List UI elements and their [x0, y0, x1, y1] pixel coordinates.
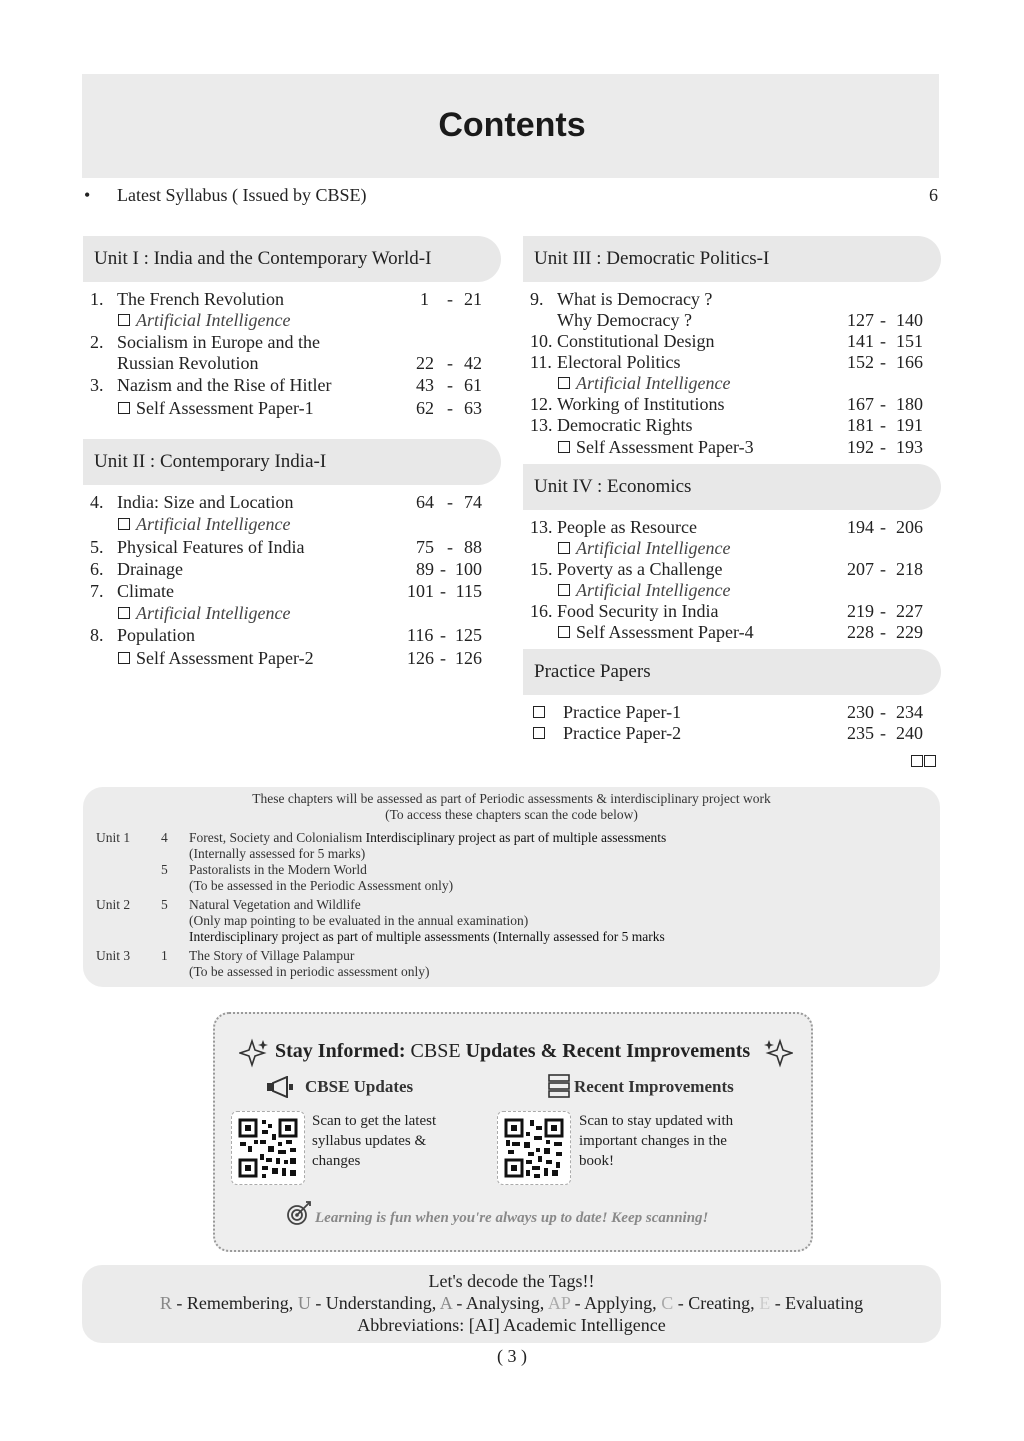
entry-number: 13. — [530, 415, 553, 435]
entry-start: 228 — [847, 622, 874, 642]
entry-title: India: Size and Location — [117, 492, 294, 512]
toc-entry[interactable] — [530, 722, 923, 744]
chapter-title[interactable]: Pastoralists in the Modern World — [189, 862, 367, 877]
entry-start: 207 — [847, 559, 874, 579]
entry-title: The French Revolution — [117, 289, 284, 309]
stay-title-rest: Updates & Recent Improvements — [465, 1040, 751, 1062]
entry-start: 43 — [416, 375, 434, 395]
entry-end: 240 — [896, 723, 923, 743]
dash: - — [880, 415, 886, 435]
entry-end: 126 — [455, 648, 482, 668]
entry-end: 218 — [896, 559, 923, 579]
checkbox-icon — [558, 542, 570, 554]
entry-title: Self Assessment Paper-2 — [136, 648, 314, 668]
checkbox-icon — [118, 607, 130, 619]
cbse-updates-text — [312, 1111, 436, 1171]
tag-text: - Understanding, — [310, 1293, 440, 1313]
ai-label: Artificial Intelligence — [136, 310, 291, 330]
checkbox-icon — [558, 377, 570, 389]
cbse-updates-heading: CBSE Updates — [305, 1077, 414, 1096]
checkbox-icon — [911, 755, 923, 767]
toc-subentry[interactable] — [530, 436, 923, 458]
entry-end: 180 — [896, 394, 923, 414]
toc-entry[interactable] — [530, 330, 923, 352]
entry-start: 152 — [847, 352, 874, 372]
entry-start: 219 — [847, 601, 874, 621]
unit-label: Unit 3 — [96, 948, 131, 963]
entry-number: 12. — [530, 394, 553, 414]
tag-text: - Remembering, — [171, 1293, 298, 1313]
sparkle-icon — [763, 1038, 793, 1068]
tags-list — [82, 1293, 941, 1314]
entry-start: 230 — [847, 702, 874, 722]
toc-entry[interactable] — [530, 516, 923, 538]
entry-title: Why Democracy ? — [557, 310, 692, 330]
chapter-note: (Only map pointing to be evaluated in the annual examination) — [189, 913, 529, 928]
entry-end: 151 — [896, 331, 923, 351]
entry-start: 126 — [407, 648, 434, 668]
toc-subentry[interactable] — [530, 621, 923, 643]
target-icon — [286, 1200, 312, 1226]
toc-subentry[interactable] — [90, 397, 482, 419]
tag-u: U — [297, 1293, 311, 1313]
project-note: Interdisciplinary project as part of multiple assessments — [365, 830, 667, 845]
dash: - — [440, 648, 446, 668]
toc-entry[interactable] — [530, 351, 923, 373]
books-icon — [548, 1074, 570, 1098]
chapter-number: 5 — [161, 862, 168, 877]
entry-number: 3. — [90, 375, 104, 395]
qr-code-icon[interactable] — [231, 1111, 305, 1185]
note-heading: These chapters will be assessed as part of Periodic assessments & interdisciplinary project work — [252, 791, 771, 806]
entry-start: 22 — [416, 353, 434, 373]
dash: - — [880, 622, 886, 642]
checkbox-icon — [558, 584, 570, 596]
unit-label: Unit 2 — [96, 897, 131, 912]
entry-end: 193 — [896, 437, 923, 457]
chapter-title[interactable]: The Story of Village Palampur — [189, 948, 355, 963]
dash: - — [880, 352, 886, 372]
entry-end: 227 — [896, 601, 923, 621]
checkbox-icon — [533, 727, 545, 739]
entry-number: 5. — [90, 537, 104, 557]
checkbox-icon — [118, 402, 130, 414]
entry-end: 74 — [464, 492, 482, 512]
dash: - — [880, 723, 886, 743]
syllabus-label: Latest Syllabus ( Issued by CBSE) — [117, 185, 367, 205]
tag-r: R — [159, 1293, 172, 1313]
stay-informed-box — [213, 1012, 813, 1252]
toc-entry[interactable] — [90, 580, 482, 602]
entry-title: Self Assessment Paper-3 — [576, 437, 754, 457]
toc-subentry[interactable] — [90, 647, 482, 669]
toc-entry[interactable] — [90, 536, 482, 558]
entry-title: Constitutional Design — [557, 331, 715, 351]
abbr-code: [AI] — [468, 1315, 500, 1335]
entry-title: Democratic Rights — [557, 415, 693, 435]
dash: - — [880, 331, 886, 351]
entry-end: 166 — [896, 352, 923, 372]
chapter-note: (Internally assessed for 5 marks) — [189, 846, 366, 861]
entry-end: 21 — [464, 289, 482, 309]
tag-text: - Applying, — [570, 1293, 662, 1313]
abbr-label: Abbreviations: — [357, 1315, 469, 1335]
end-mark — [911, 752, 936, 771]
entry-end: 88 — [464, 537, 482, 557]
checkbox-icon — [118, 652, 130, 664]
stay-title-cbse: CBSE — [410, 1040, 461, 1062]
periodic-assessment-note — [83, 787, 940, 987]
entry-number: 2. — [90, 332, 104, 352]
chapter-name: Forest, Society and Colonialism — [189, 830, 363, 845]
unit1-heading: Unit I : India and the Contemporary World-I — [83, 236, 501, 282]
recent-improvements-heading: Recent Improvements — [574, 1077, 734, 1096]
tag-e: E — [759, 1293, 771, 1313]
entry-end: 100 — [455, 559, 482, 579]
entry-start: 181 — [847, 415, 874, 435]
text-line: book! — [579, 1153, 614, 1169]
checkbox-icon — [558, 441, 570, 453]
toc-entry[interactable] — [90, 374, 482, 396]
entry-number: 16. — [530, 601, 553, 621]
entry-end: 206 — [896, 517, 923, 537]
tag-text: - Analysing, — [451, 1293, 548, 1313]
entry-number: 9. — [530, 289, 544, 309]
tags-legend — [82, 1265, 941, 1343]
entry-number: 8. — [90, 625, 104, 645]
chapter-title[interactable] — [189, 830, 666, 846]
tag-a: A — [439, 1293, 452, 1313]
dash: - — [447, 289, 453, 309]
page-title: Contents — [438, 106, 586, 144]
entry-title: Drainage — [117, 559, 183, 579]
entry-start: 235 — [847, 723, 874, 743]
entry-title: Practice Paper-2 — [563, 723, 682, 743]
chapter-note: (To be assessed in periodic assessment only) — [189, 964, 430, 979]
entry-title: Poverty as a Challenge — [557, 559, 723, 579]
entry-start: 89 — [416, 559, 434, 579]
chapter-title[interactable]: Natural Vegetation and Wildlife — [189, 897, 361, 912]
dash: - — [880, 394, 886, 414]
entry-number: 11. — [530, 352, 552, 372]
entry-title: Socialism in Europe and the — [117, 332, 320, 352]
stay-title — [275, 1040, 750, 1063]
entry-end: 61 — [464, 375, 482, 395]
ai-label: Artificial Intelligence — [136, 514, 291, 534]
practice-heading: Practice Papers — [523, 649, 941, 695]
entry-start: 167 — [847, 394, 874, 414]
tag-text: - Creating, — [673, 1293, 760, 1313]
toc-entry[interactable] — [530, 600, 923, 622]
megaphone-icon — [265, 1076, 295, 1098]
entry-title: Working of Institutions — [557, 394, 725, 414]
entry-title: Food Security in India — [557, 601, 719, 621]
entry-start: 75 — [416, 537, 434, 557]
toc-entry[interactable] — [90, 558, 482, 580]
bullet-icon: • — [84, 185, 91, 205]
ai-label: Artificial Intelligence — [576, 538, 731, 558]
toc-entry[interactable] — [90, 491, 482, 513]
sparkle-icon — [239, 1038, 269, 1068]
text-line: changes — [312, 1153, 361, 1169]
unit-label: Unit 1 — [96, 830, 131, 845]
entry-end: 63 — [464, 398, 482, 418]
entry-start: 64 — [416, 492, 434, 512]
unit4-heading: Unit IV : Economics — [523, 464, 941, 510]
chapter-number: 5 — [161, 897, 168, 912]
dash: - — [880, 601, 886, 621]
entry-number: 15. — [530, 559, 553, 579]
entry-start: 127 — [847, 310, 874, 330]
toc-entry[interactable] — [530, 393, 923, 415]
chapter-note: (To be assessed in the Periodic Assessment only) — [189, 878, 454, 893]
toc-entry[interactable] — [530, 701, 923, 723]
toc-entry[interactable] — [90, 288, 482, 310]
text-line: Scan to stay updated with — [579, 1113, 734, 1129]
toc-entry[interactable] — [530, 309, 923, 331]
checkbox-icon — [924, 755, 936, 767]
stay-title-bold: Stay Informed: — [275, 1040, 406, 1062]
ai-label: Artificial Intelligence — [576, 373, 731, 393]
entry-title: Self Assessment Paper-1 — [136, 398, 314, 418]
dash: - — [447, 398, 453, 418]
project-note: Interdisciplinary project as part of multiple assessments (Internally assessed for 5 marks — [189, 929, 665, 944]
syllabus-page: 6 — [929, 185, 938, 205]
entry-title: Climate — [117, 581, 174, 601]
entry-end: 191 — [896, 415, 923, 435]
entry-end: 115 — [455, 581, 482, 601]
note-subheading: (To access these chapters scan the code below) — [385, 807, 638, 822]
dash: - — [447, 353, 453, 373]
entry-title: Russian Revolution — [117, 353, 259, 373]
abbr-text: Academic Intelligence — [499, 1315, 666, 1335]
checkbox-icon — [533, 706, 545, 718]
entry-start: 62 — [416, 398, 434, 418]
qr-code-icon[interactable] — [497, 1111, 571, 1185]
entry-start: 101 — [407, 581, 434, 601]
tag-text: - Evaluating — [770, 1293, 864, 1313]
text-line: important changes in the — [579, 1133, 727, 1149]
entry-end: 229 — [896, 622, 923, 642]
dash: - — [880, 517, 886, 537]
text-line: Scan to get the latest — [312, 1113, 437, 1129]
dash: - — [440, 559, 446, 579]
checkbox-icon — [118, 314, 130, 326]
unit2-heading: Unit II : Contemporary India-I — [83, 439, 501, 485]
entry-end: 125 — [455, 625, 482, 645]
entry-start: 192 — [847, 437, 874, 457]
tag-ap: AP — [547, 1293, 571, 1313]
entry-number: 6. — [90, 559, 104, 579]
dash: - — [440, 581, 446, 601]
toc-entry[interactable] — [90, 624, 482, 646]
entry-number: 1. — [90, 289, 104, 309]
entry-start: 116 — [407, 625, 434, 645]
entry-number: 7. — [90, 581, 104, 601]
entry-start: 141 — [847, 331, 874, 351]
entry-title: Electoral Politics — [557, 352, 681, 372]
dash: - — [440, 625, 446, 645]
dash: - — [447, 375, 453, 395]
dash: - — [880, 702, 886, 722]
dash: - — [880, 559, 886, 579]
entry-title: Self Assessment Paper-4 — [576, 622, 754, 642]
entry-start: 194 — [847, 517, 874, 537]
toc-entry[interactable] — [90, 352, 482, 374]
abbreviations — [82, 1315, 941, 1336]
entry-number: 13. — [530, 517, 553, 537]
recent-improvements-text — [579, 1111, 733, 1171]
stay-footer: Learning is fun when you're always up to date! Keep scanning! — [315, 1210, 709, 1226]
entry-title: People as Resource — [557, 517, 697, 537]
ai-label: Artificial Intelligence — [136, 603, 291, 623]
ai-label: Artificial Intelligence — [576, 580, 731, 600]
entry-title: Practice Paper-1 — [563, 702, 682, 722]
entry-title: Nazism and the Rise of Hitler — [117, 375, 332, 395]
entry-end: 140 — [896, 310, 923, 330]
entry-title: What is Democracy ? — [557, 289, 713, 309]
text-line: syllabus updates & — [312, 1133, 427, 1149]
unit3-heading: Unit III : Democratic Politics-I — [523, 236, 941, 282]
toc-entry[interactable] — [530, 414, 923, 436]
page-number: ( 3 ) — [497, 1346, 527, 1366]
dash: - — [880, 437, 886, 457]
entry-title: Population — [117, 625, 196, 645]
entry-start: 1 — [420, 289, 429, 309]
chapter-number: 1 — [161, 948, 168, 963]
entry-number: 10. — [530, 331, 553, 351]
toc-entry[interactable] — [530, 558, 923, 580]
tag-c: C — [661, 1293, 674, 1313]
tags-title: Let's decode the Tags!! — [428, 1271, 595, 1291]
entry-end: 234 — [896, 702, 923, 722]
entry-end: 42 — [464, 353, 482, 373]
dash: - — [880, 310, 886, 330]
entry-number: 4. — [90, 492, 104, 512]
dash: - — [447, 537, 453, 557]
checkbox-icon — [118, 518, 130, 530]
chapter-number: 4 — [161, 830, 168, 845]
dash: - — [447, 492, 453, 512]
checkbox-icon — [558, 626, 570, 638]
entry-title: Physical Features of India — [117, 537, 305, 557]
